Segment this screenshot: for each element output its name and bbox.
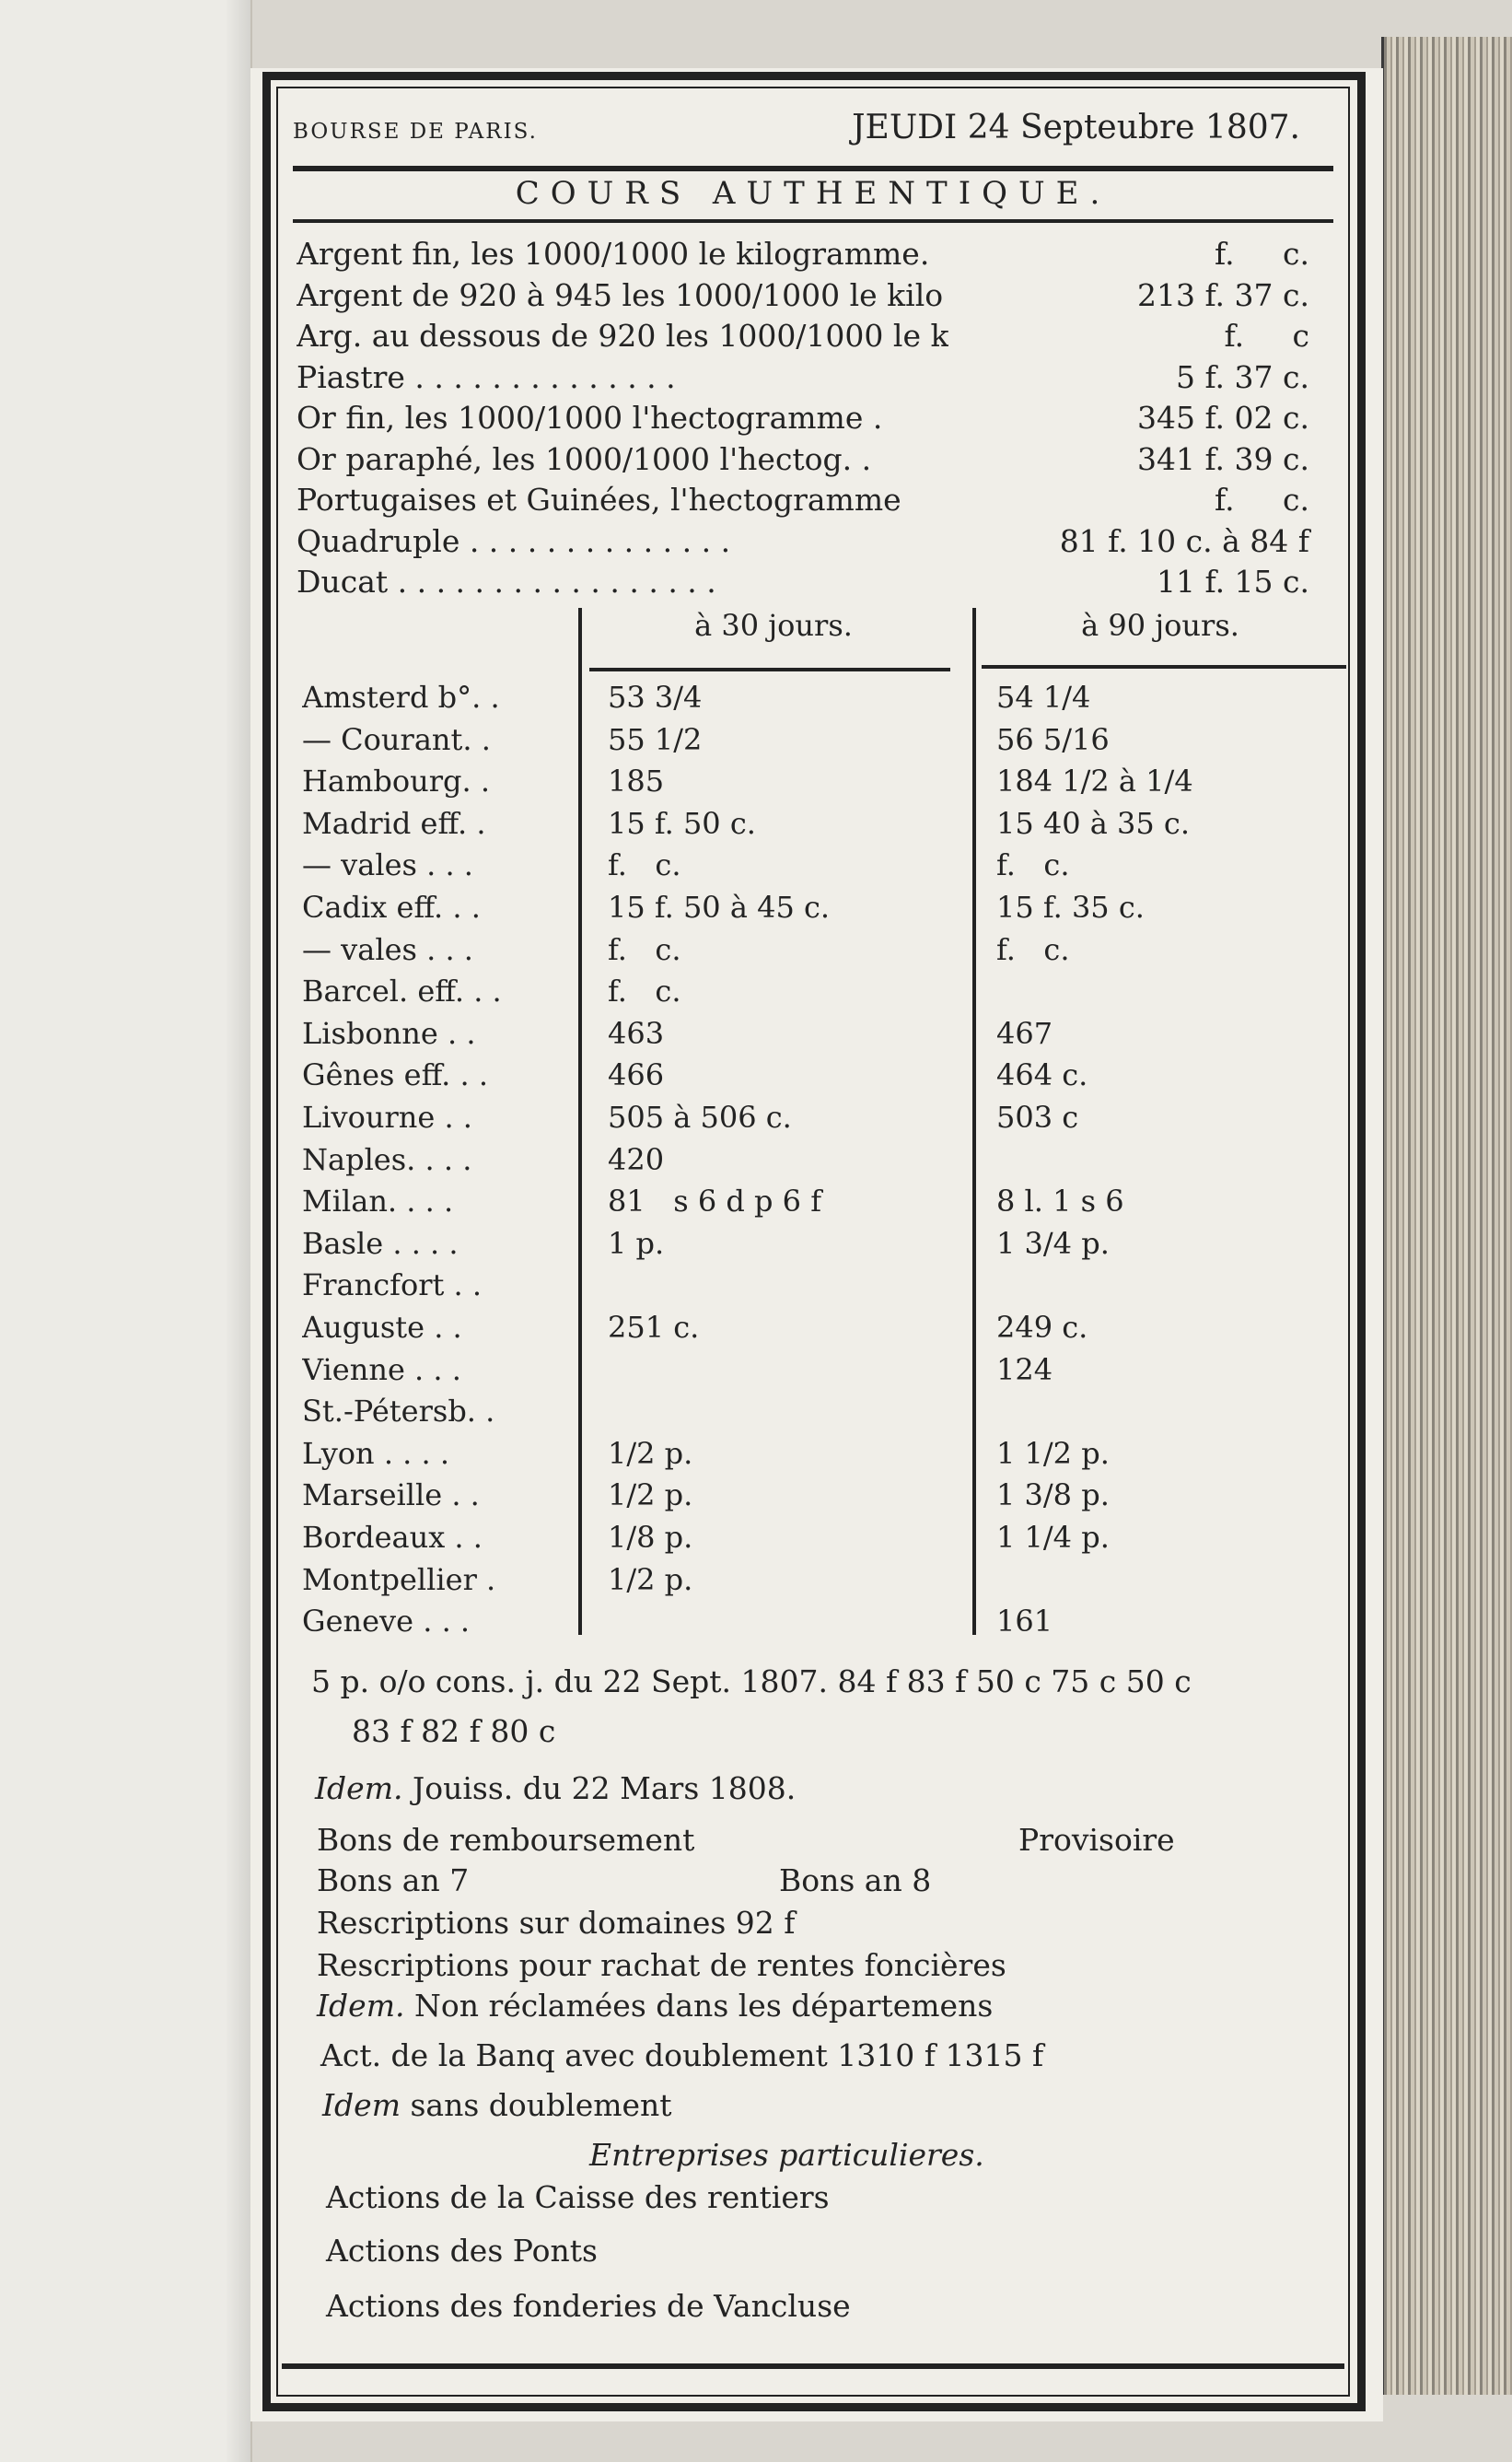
header-bourse: BOURSE DE PARIS. (293, 120, 538, 144)
exchange-city: Naples. . . . (302, 1141, 472, 1177)
exchange-90-days: 464 c. (996, 1057, 1088, 1093)
exchange-city: Lyon . . . . (302, 1435, 450, 1471)
exchange-90-days: 249 c. (996, 1310, 1088, 1345)
header-date: JEUDI 24 Septeubre 1807. (852, 109, 1300, 146)
idem-3-label: Idem (322, 2087, 401, 2123)
exchange-30-days: 251 c. (608, 1310, 700, 1345)
metal-label: Or paraphé, les 1000/1000 l'hectog. . (297, 440, 872, 477)
actions-banque: Act. de la Banq avec doublement 1310 f 1315 f (320, 2037, 1044, 2073)
exchange-90-days: 161 (996, 1604, 1053, 1639)
exchange-90-days: 1 3/4 p. (996, 1225, 1110, 1261)
exchange-30-days: 505 à 506 c. (608, 1100, 792, 1135)
metal-row (297, 236, 1309, 276)
col-90-rule (982, 665, 1346, 669)
idem-3-sans-doublement: sans doublement (410, 2087, 672, 2123)
exchange-30-days: 185 (608, 764, 665, 799)
title-rule (293, 219, 1333, 223)
metal-value: 11 f. 15 c. (1157, 564, 1309, 600)
metal-value: f. c. (1215, 236, 1309, 272)
metal-label: Portugaises et Guinées, l'hectogramme (297, 482, 901, 518)
exchange-city: Bordeaux . . (302, 1520, 483, 1555)
idem-2-non-reclamees: Non réclamées dans les départemens (413, 1988, 994, 2024)
metal-label: Arg. au dessous de 920 les 1000/1000 le k (297, 318, 949, 354)
exchange-90-days: 503 c (996, 1100, 1079, 1135)
table-divider-right (972, 608, 976, 1635)
exchange-90-days: 56 5/16 (996, 721, 1110, 757)
metal-value: 341 f. 39 c. (1137, 440, 1309, 477)
rescriptions-rachat: Rescriptions pour rachat de rentes foncières (317, 1947, 1006, 1983)
metal-row (297, 318, 1309, 358)
idem-label: Idem. (315, 1770, 403, 1806)
exchange-30-days: f. c. (608, 931, 681, 967)
exchange-90-days: 1 1/4 p. (996, 1520, 1110, 1555)
page-edges (1381, 37, 1512, 2395)
left-blank-page (0, 0, 252, 2462)
metal-row (297, 359, 1309, 400)
exchange-city: — Courant. . (302, 721, 491, 757)
exchange-city: Madrid eff. . (302, 805, 486, 841)
col-90-header: à 90 jours. (1081, 608, 1239, 643)
header-rule (293, 166, 1333, 171)
exchange-city: Geneve . . . (302, 1604, 471, 1639)
exchange-city: — vales . . . (302, 847, 473, 883)
exchange-city: Cadix eff. . . (302, 890, 481, 925)
metal-label: Quadruple . . . . . . . . . . . . . . (297, 522, 731, 559)
exchange-90-days: 15 f. 35 c. (996, 890, 1145, 925)
exchange-city: Francfort . . (302, 1267, 483, 1303)
bottom-rule (282, 2363, 1344, 2369)
metal-row (297, 400, 1309, 440)
exchange-city: Basle . . . . (302, 1225, 459, 1261)
actions-caisse: Actions de la Caisse des rentiers (326, 2179, 830, 2215)
exchange-30-days: 1/2 p. (608, 1477, 693, 1513)
exchange-30-days: 81 s 6 d p 6 f (608, 1184, 822, 1219)
exchange-city: Montpellier . (302, 1561, 496, 1597)
idem-jouiss: Jouiss. du 22 Mars 1808. (412, 1770, 797, 1806)
exchange-30-days: 1/2 p. (608, 1561, 693, 1597)
exchange-90-days: 184 1/2 à 1/4 (996, 764, 1193, 799)
exchange-30-days: 55 1/2 (608, 721, 703, 757)
exchange-city: — vales . . . (302, 931, 473, 967)
metal-label: Argent fin, les 1000/1000 le kilogramme. (297, 236, 930, 272)
exchange-30-days: f. c. (608, 847, 681, 883)
exchange-city: Lisbonne . . (302, 1015, 476, 1051)
exchange-30-days: 420 (608, 1141, 665, 1177)
metal-row (297, 564, 1309, 604)
metal-row (297, 523, 1309, 564)
idem-2-label: Idem. (317, 1988, 405, 2024)
entreprises-heading: Entreprises particulieres. (589, 2137, 984, 2173)
metal-row (297, 277, 1309, 318)
exchange-30-days: 1 p. (608, 1225, 665, 1261)
col-30-rule (589, 668, 950, 671)
exchange-30-days: 15 f. 50 à 45 c. (608, 890, 831, 925)
metal-value: 213 f. 37 c. (1137, 276, 1309, 313)
exchange-30-days: 1/2 p. (608, 1435, 693, 1471)
metal-label: Argent de 920 à 945 les 1000/1000 le kilo (297, 276, 944, 313)
cons-line-2: 83 f 82 f 80 c (352, 1713, 556, 1749)
exchange-city: Gênes eff. . . (302, 1057, 489, 1093)
bons-an-7: Bons an 7 (317, 1862, 470, 1898)
exchange-city: Vienne . . . (302, 1351, 461, 1387)
exchange-90-days: f. c. (996, 847, 1070, 883)
exchange-city: Marseille . . (302, 1477, 480, 1513)
cons-line-1: 5 p. o/o cons. j. du 22 Sept. 1807. 84 f 83 f 50 c 75 c 50 c (311, 1663, 1192, 1699)
metal-value: 81 f. 10 c. à 84 f (1059, 522, 1309, 559)
metal-value: 345 f. 02 c. (1137, 400, 1309, 436)
metal-label: Or fin, les 1000/1000 l'hectogramme . (297, 400, 883, 436)
exchange-city: Auguste . . (302, 1310, 462, 1345)
exchange-90-days: f. c. (996, 931, 1070, 967)
exchange-city: St.-Pétersb. . (302, 1394, 495, 1429)
col-30-header: à 30 jours. (694, 608, 853, 643)
bons-remboursement: Bons de remboursement (317, 1822, 695, 1858)
exchange-city: Livourne . . (302, 1100, 472, 1135)
exchange-90-days: 124 (996, 1351, 1053, 1387)
bons-an-8: Bons an 8 (779, 1862, 932, 1898)
table-divider-left (578, 608, 582, 1635)
exchange-90-days: 1 3/8 p. (996, 1477, 1110, 1513)
metal-row (297, 482, 1309, 522)
section-title: COURS AUTHENTIQUE. (515, 175, 1111, 212)
actions-fonderies: Actions des fonderies de Vancluse (326, 2288, 851, 2324)
metal-label: Ducat . . . . . . . . . . . . . . . . . (297, 564, 716, 600)
exchange-90-days: 467 (996, 1015, 1053, 1051)
exchange-city: Barcel. eff. . . (302, 974, 502, 1009)
metal-label: Piastre . . . . . . . . . . . . . . (297, 358, 676, 395)
exchange-30-days: 1/8 p. (608, 1520, 693, 1555)
rescriptions-domaines: Rescriptions sur domaines 92 f (317, 1905, 796, 1941)
metal-value: f. c (1224, 318, 1309, 354)
gutter-shadow (225, 0, 250, 2462)
metal-value: f. c. (1215, 482, 1309, 518)
metal-row (297, 441, 1309, 482)
exchange-city: Hambourg. . (302, 764, 490, 799)
exchange-30-days: 15 f. 50 c. (608, 805, 756, 841)
exchange-90-days: 1 1/2 p. (996, 1435, 1110, 1471)
exchange-90-days: 8 l. 1 s 6 (996, 1184, 1124, 1219)
exchange-30-days: 466 (608, 1057, 665, 1093)
exchange-30-days: f. c. (608, 974, 681, 1009)
exchange-city: Milan. . . . (302, 1184, 454, 1219)
exchange-90-days: 15 40 à 35 c. (996, 805, 1191, 841)
exchange-city: Amsterd b°. . (302, 680, 500, 715)
actions-ponts: Actions des Ponts (326, 2233, 598, 2269)
exchange-30-days: 53 3/4 (608, 680, 703, 715)
exchange-90-days: 54 1/4 (996, 680, 1091, 715)
metal-value: 5 f. 37 c. (1176, 358, 1309, 395)
provisoire: Provisoire (1018, 1822, 1175, 1858)
exchange-30-days: 463 (608, 1015, 665, 1051)
